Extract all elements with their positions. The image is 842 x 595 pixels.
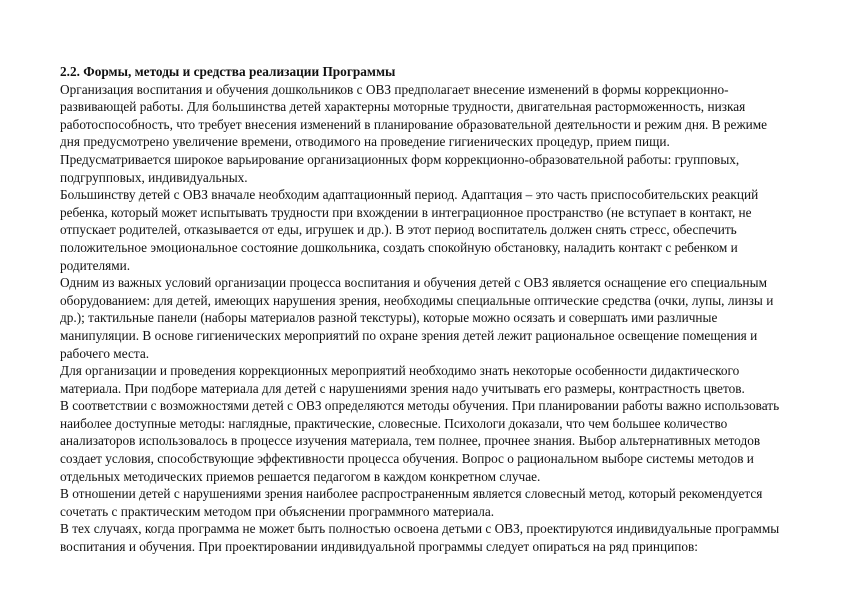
paragraph-adaptation: Большинству детей с ОВЗ вначале необходим адаптационный период. Адаптация – это часть приспособительских реакций ребенка, который может испытывать трудности при вхождении в интеграционное пространство (не вступает в контакт, не отпускает родителей, отказывается от еды, игрушек и др.). В этот период воспитатель должен снять стресс, обеспечить положительное эмоциональное состояние дошкольника, создать спокойную обстановку, наладить контакт с ребенком и родителями.: [60, 187, 759, 273]
paragraph-teaching-methods: В соответствии с возможностями детей с ОВЗ определяются методы обучения. При планировании работы важно использовать наиболее доступные методы: наглядные, практические, словесные. Психологи доказали, что чем большее количество анализаторов использовалось в процессе изучения материала, тем полнее, прочнее знания. Выбор альтернативных методов создает условия, способствующие эффективности процесса обучения. Вопрос о рациональном выборе системы методов и отдельных методических приемов решается педагогом в каждом конкретном случае.: [60, 398, 780, 484]
paragraph-forms-of-work: Организация воспитания и обучения дошкольников с ОВЗ предполагает внесение изменений в формы коррекционно-развивающей работы. Для большинства детей характерны моторные трудности, двигательная расторможенность, низкая работоспособность, что требует внесения изменений в планирование образовательной деятельности и режим дня. В режиме дня предусмотрено увеличение времени, отводимого на проведение гигиенических процедур, прием пищи.: [60, 81, 768, 150]
paragraph-didactic-material: Для организации и проведения коррекционных мероприятий необходимо знать некоторые особенности дидактического материала. При подборе материала для детей с нарушениями зрения надо учитывать его размеры, контрастность цветов.: [60, 363, 745, 396]
section-heading: 2.2. Формы, методы и средства реализации Программы: [60, 64, 396, 79]
paragraph-equipment: Одним из важных условий организации процесса воспитания и обучения детей с ОВЗ является оснащение его специальным оборудованием: для детей, имеющих нарушения зрения, необходимы специальные оптические средства (очки, лупы, линзы и др.); тактильные панели (наборы материалов разной текстуры), которые можно осязать и совершать ими различные манипуляции. В основе гигиенических мероприятий по охране зрения детей лежит рациональное освещение помещения и рабочего места.: [60, 275, 774, 361]
paragraph-verbal-method: В отношении детей с нарушениями зрения наиболее распространенным является словесный метод, который рекомендуется сочетать с практическим методом при объяснении программного материала.: [60, 486, 763, 519]
paragraph-individual-programs: В тех случаях, когда программа не может быть полностью освоена детьми с ОВЗ, проектируются индивидуальные программы воспитания и обучения. При проектировании индивидуальной программы следует опираться на ряд принципов:: [60, 521, 780, 555]
paragraph-organizational-forms: Предусматривается широкое варьирование организационных форм коррекционно-образовательной работы: групповых, подгрупповых, индивидуальных.: [60, 151, 740, 185]
document-page: [60, 63, 780, 556]
